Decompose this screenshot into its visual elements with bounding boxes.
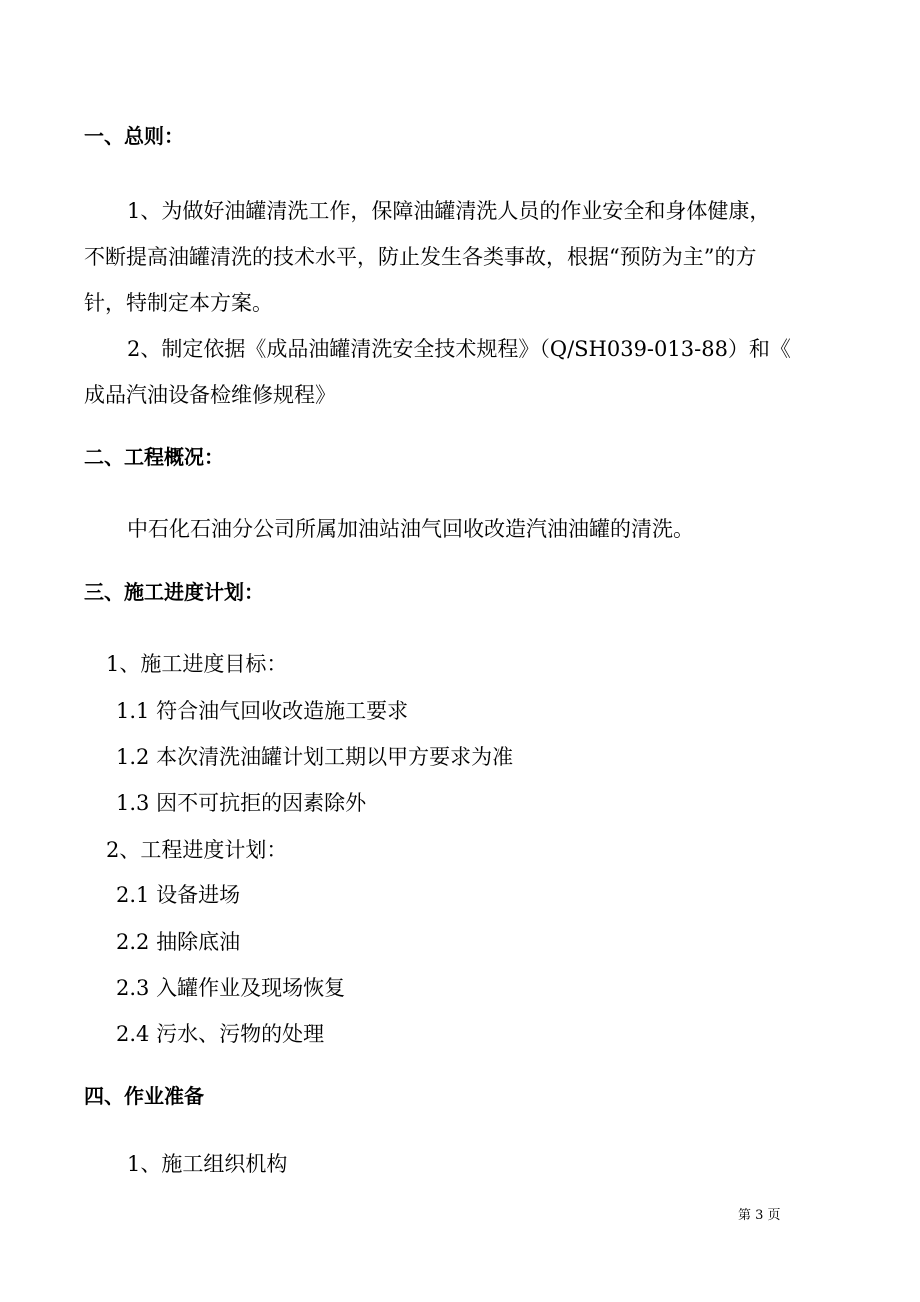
section-heading-1: 一、总则： [84,124,184,148]
paragraph-line: 2、制定依据《成品油罐清洗安全技术规程》（Q/SH039-013-88）和《 [127,337,791,361]
list-item: 1.3 因不可抗拒的因素除外 [116,791,367,815]
list-item: 1、施工进度目标： [106,652,288,676]
list-item: 2、工程进度计划： [106,838,288,862]
section-heading-3: 三、施工进度计划： [84,580,264,604]
section-heading-4: 四、作业准备 [84,1084,204,1108]
paragraph-line: 中石化石油分公司所属加油站油气回收改造汽油油罐的清洗。 [127,517,694,541]
list-item: 2.4 污水、污物的处理 [116,1022,325,1046]
paragraph-line: 不断提高油罐清洗的技术水平，防止发生各类事故，根据“预防为主”的方 [84,245,757,269]
page-number: 第 3 页 [738,1208,781,1223]
paragraph-line: 1、为做好油罐清洗工作，保障油罐清洗人员的作业安全和身体健康， [127,199,771,223]
list-item: 2.1 设备进场 [116,883,241,907]
list-item: 2.2 抽除底油 [116,930,241,954]
paragraph-line: 成品汽油设备检维修规程》 [84,383,336,407]
list-item: 1.1 符合油气回收改造施工要求 [116,699,409,723]
list-item: 2.3 入罐作业及现场恢复 [116,976,346,1000]
paragraph-line: 针，特制定本方案。 [84,291,273,315]
list-item: 1、施工组织机构 [127,1152,288,1176]
list-item: 1.2 本次清洗油罐计划工期以甲方要求为准 [116,745,514,769]
section-heading-2: 二、工程概况： [84,445,224,469]
